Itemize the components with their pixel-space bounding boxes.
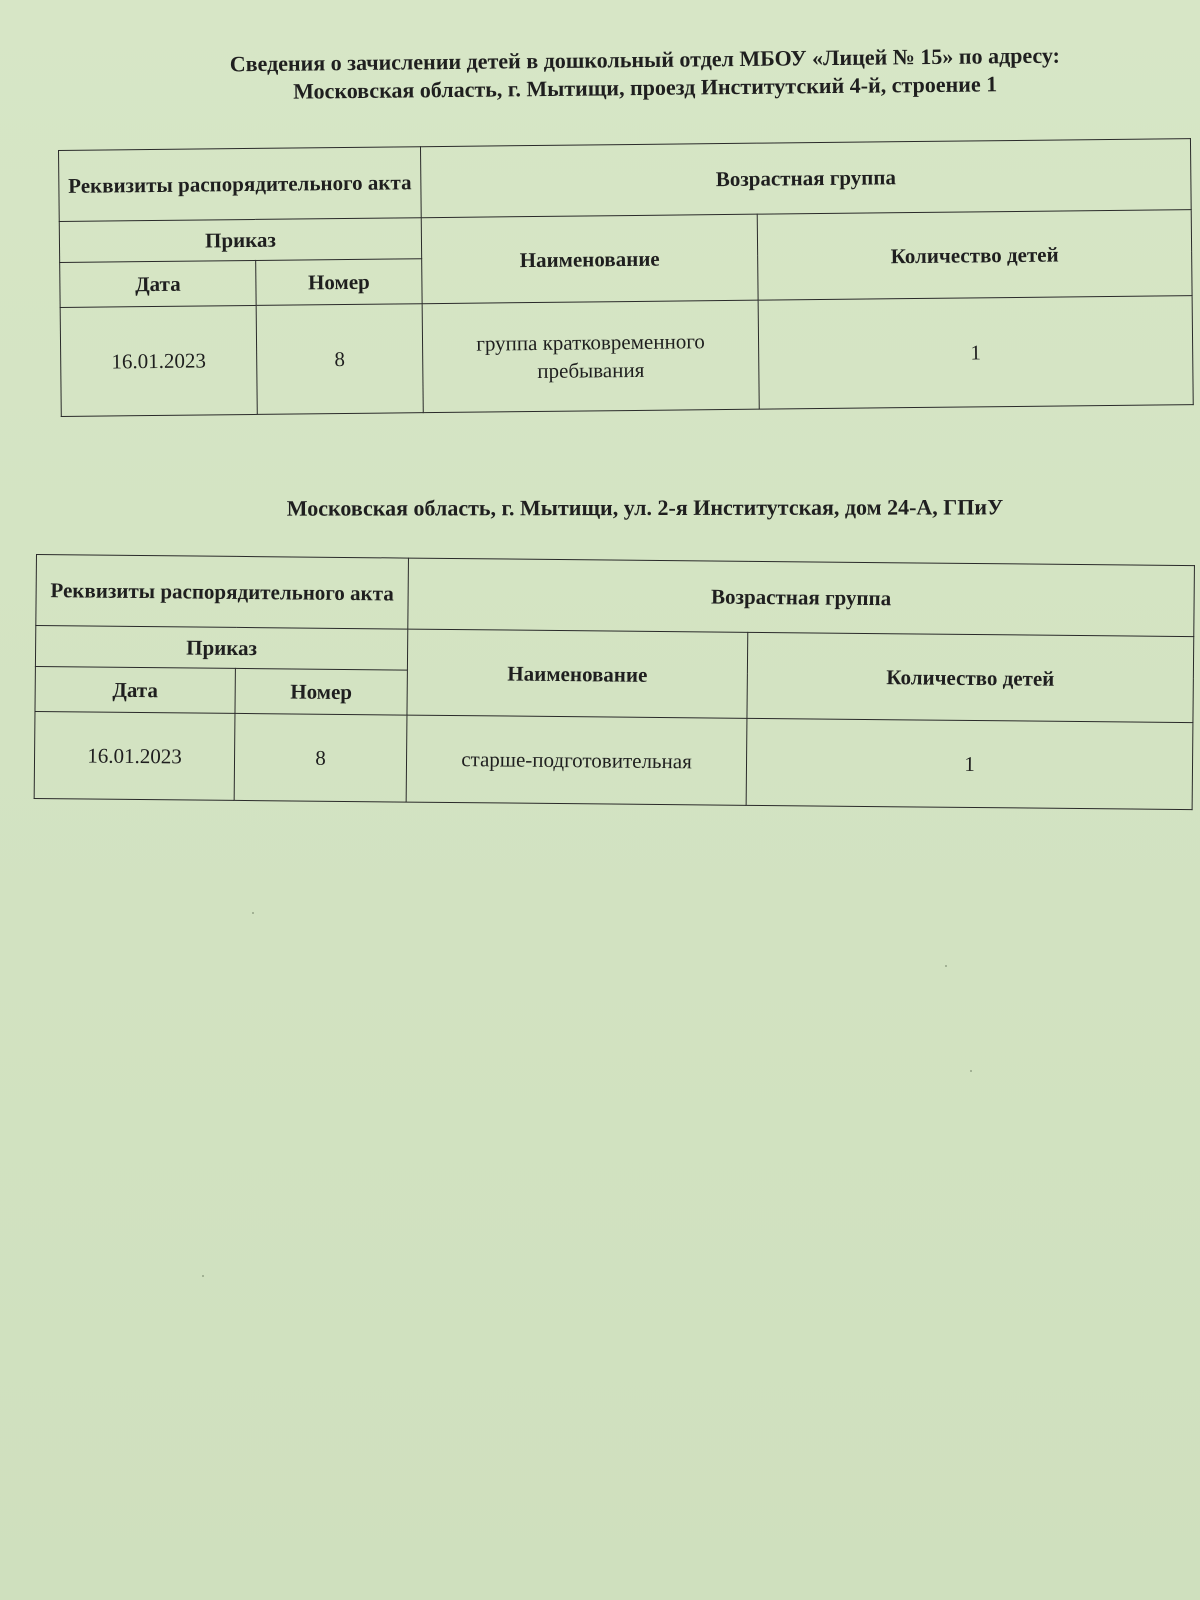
header-date: Дата: [35, 666, 235, 713]
header-name: Наименование: [407, 629, 748, 718]
header-order: Приказ: [35, 626, 407, 671]
header-order: Приказ: [59, 218, 421, 263]
header-children-count: Количество детей: [757, 210, 1192, 301]
header-age-group: Возрастная группа: [408, 558, 1195, 637]
paper-speck: [202, 1275, 204, 1277]
cell-date: 16.01.2023: [34, 711, 235, 800]
cell-children-count: 1: [758, 296, 1193, 410]
heading-line-2: Московская область, г. Мытищи, проезд Институтский 4-й, строение 1: [292, 71, 998, 104]
header-number: Номер: [235, 668, 407, 715]
header-date: Дата: [60, 260, 256, 307]
header-age-group: Возрастная группа: [420, 139, 1191, 218]
cell-group-name: группа кратковременного пребывания: [422, 300, 759, 413]
table-row: [34, 711, 1193, 809]
heading-line-1: Сведения о зачислении детей в дошкольный отдел МБОУ «Лицей № 15» по адресу:: [229, 42, 1061, 77]
cell-date: 16.01.2023: [60, 305, 257, 416]
header-name: Наименование: [421, 214, 758, 304]
header-children-count: Количество детей: [747, 632, 1194, 722]
header-requisites: Реквизиты распорядительного акта: [59, 147, 422, 222]
section-2-address: Московская область, г. Мытищи, ул. 2-я Институтская, дом 24-А, ГПиУ: [286, 494, 1004, 521]
table-row: [60, 296, 1193, 417]
header-number: Номер: [256, 259, 422, 306]
cell-children-count: 1: [746, 718, 1193, 809]
document-heading: [150, 41, 1141, 107]
paper-speck: [970, 1070, 972, 1072]
cell-group-name: старше-подготовительная: [406, 715, 747, 805]
enrollment-table-2: [34, 554, 1195, 810]
enrollment-table-1: [58, 138, 1194, 417]
cell-number: 8: [234, 713, 407, 802]
paper-speck: [945, 965, 947, 967]
cell-number: 8: [256, 304, 423, 415]
header-requisites: Реквизиты распорядительного акта: [36, 555, 409, 630]
paper-speck: [252, 912, 254, 914]
